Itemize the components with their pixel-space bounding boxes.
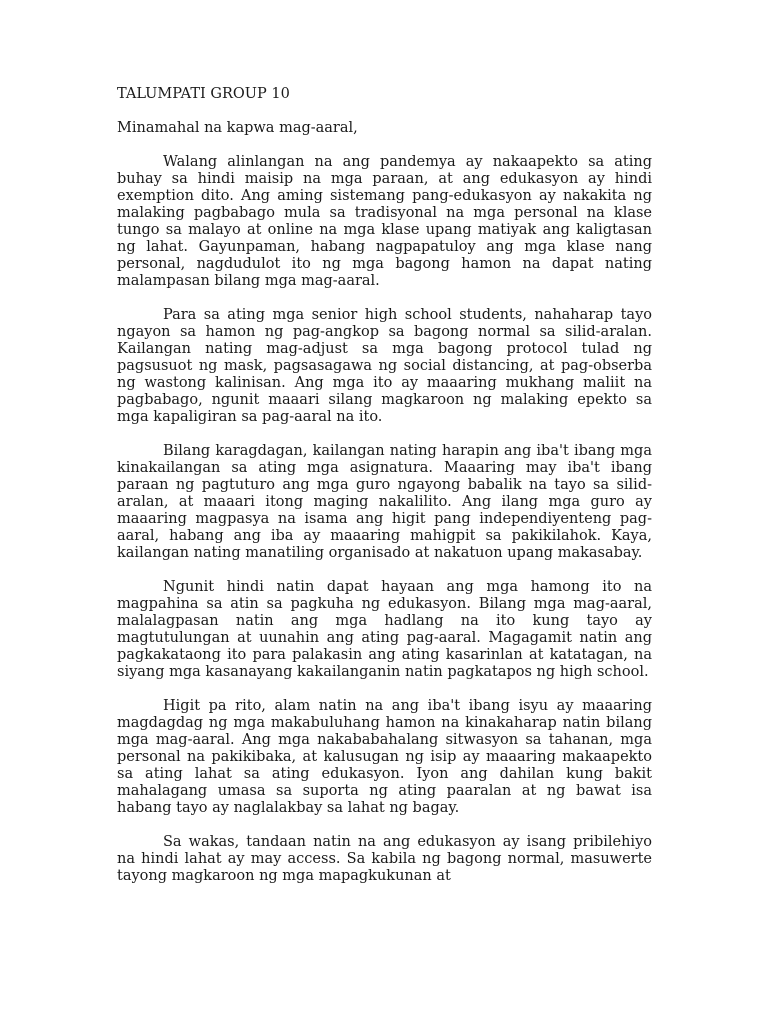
document-title: TALUMPATI GROUP 10	[117, 86, 290, 102]
paragraph-1: Walang alinlangan na ang pandemya ay nakaapekto sa ating buhay sa hindi maisip na mga paraan, at ang edukasyon ay hindi exemption dito. Ang aming sistemang pang-edukasyon ay nakakita ng malaking pagbabago mula sa tradisyonal na mga personal na klase tungo sa malayo at online na mga klase upang matiyak ang kaligtasan ng lahat. Gayunpaman, habang nagpapatuloy ang mga klase nang personal, nagdudulot ito ng mga bagong hamon na dapat nating malampasan bilang mga mag-aaral.	[117, 154, 652, 289]
paragraph-3: Bilang karagdagan, kailangan nating harapin ang iba't ibang mga kinakailangan sa ating mga asignatura. Maaaring may iba't ibang paraan ng pagtuturo ang mga guro ngayong babalik na tayo sa silid-aralan, at maaari itong maging nakalilito. Ang ilang mga guro ay maaaring magpasya na isama ang higit pang independiyenteng pag-aaral, habang ang iba ay maaaring mahigpit sa pakikilahok. Kaya, kailangan nating manatiling organisado at nakatuon upang makasabay.	[117, 443, 652, 561]
paragraph-2: Para sa ating mga senior high school students, nahaharap tayo ngayon sa hamon ng pag-angkop sa bagong normal sa silid-aralan. Kailangan nating mag-adjust sa mga bagong protocol tulad ng pagsusuot ng mask, pagsasagawa ng social distancing, at pag-obserba ng wastong kalinisan. Ang mga ito ay maaaring mukhang maliit na pagbabago, ngunit maaari silang magkaroon ng malaking epekto sa mga kapaligiran sa pag-aaral na ito.	[117, 307, 652, 425]
salutation: Minamahal na kapwa mag-aaral,	[117, 120, 358, 136]
paragraph-6: Sa wakas, tandaan natin na ang edukasyon ay isang pribilehiyo na hindi lahat ay may access. Sa kabila ng bagong normal, masuwerte tayong magkaroon ng mga mapagkukunan at	[117, 834, 652, 884]
paragraph-5: Higit pa rito, alam natin na ang iba't ibang isyu ay maaaring magdagdag ng mga makabuluhang hamon na kinakaharap natin bilang mga mag-aaral. Ang mga nakababahalang sitwasyon sa tahanan, mga personal na pakikibaka, at kalusugan ng isip ay maaaring makaapekto sa ating lahat sa ating edukasyon. Iyon ang dahilan kung bakit mahalagang umasa sa suporta ng ating paaralan at ng bawat isa habang tayo ay naglalakbay sa lahat ng bagay.	[117, 698, 652, 816]
paragraph-4: Ngunit hindi natin dapat hayaan ang mga hamong ito na magpahina sa atin sa pagkuha ng edukasyon. Bilang mga mag-aaral, malalagpasan natin ang mga hadlang na ito kung tayo ay magtutulungan at uunahin ang ating pag-aaral. Magagamit natin ang pagkakataong ito para palakasin ang ating kasarinlan at katatagan, na siyang mga kasanayang kakailanganin natin pagkatapos ng high school.	[117, 579, 652, 680]
document-page	[117, 86, 652, 902]
